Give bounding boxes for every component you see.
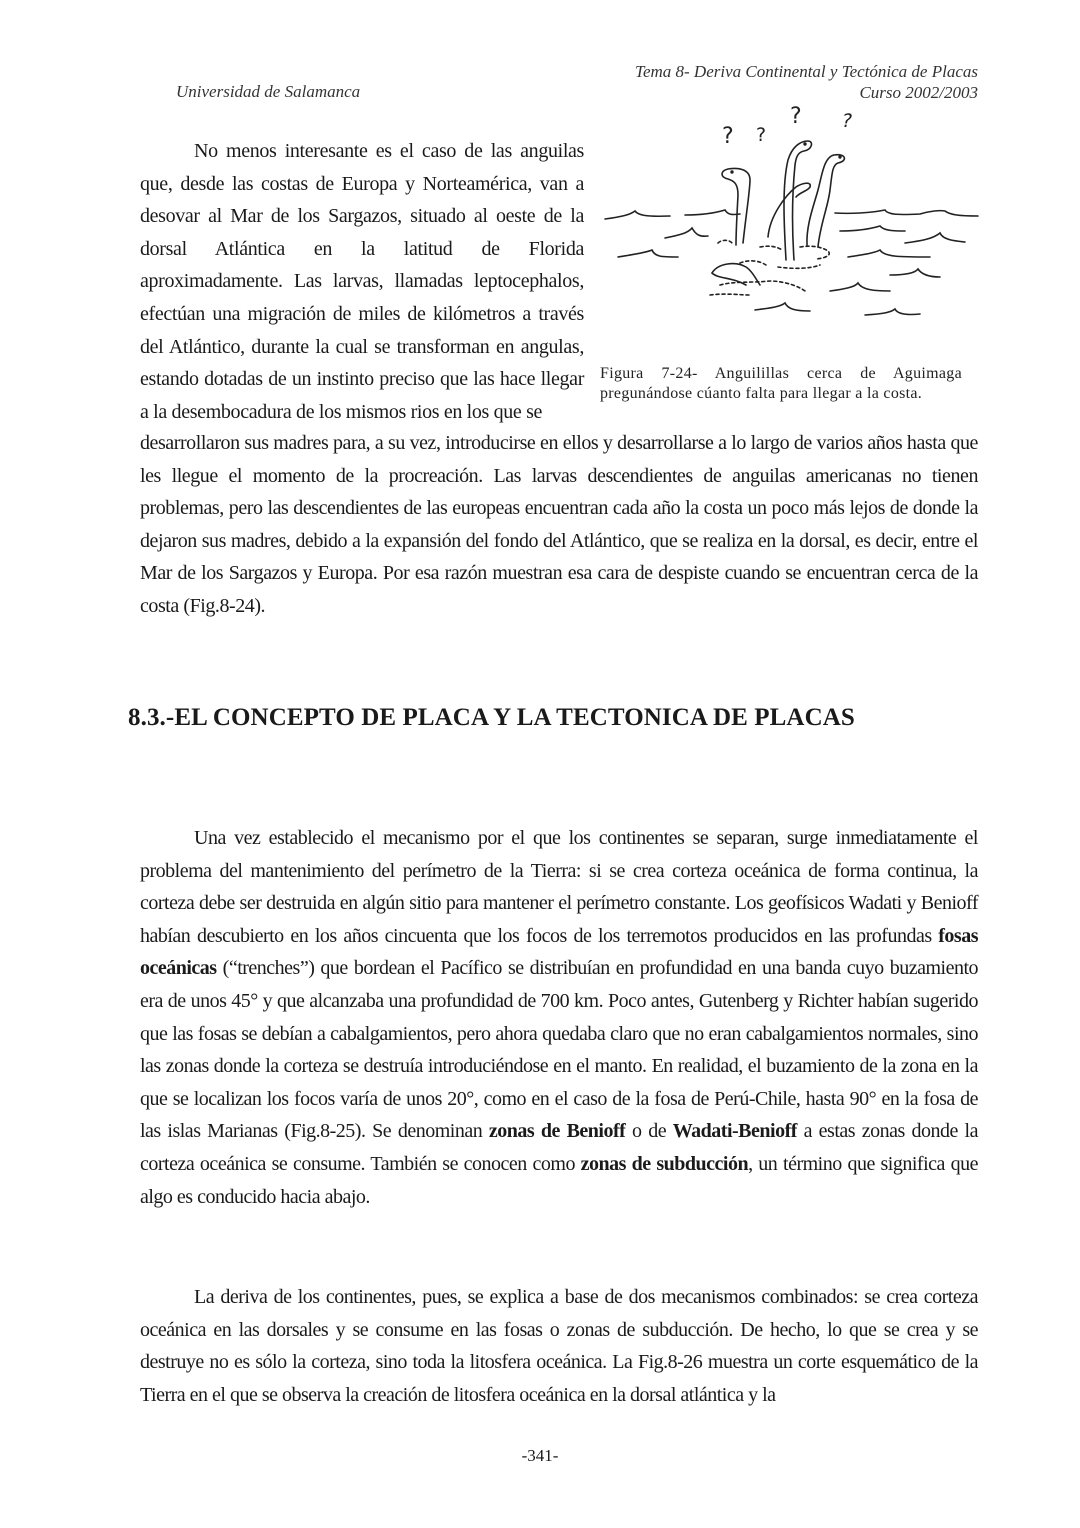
- text-run: , un término que significa que algo es conducido hacia abajo.: [140, 1152, 978, 1208]
- text-run: a estas zonas donde la corteza oceánica se consume. También se conocen como: [140, 1120, 978, 1175]
- header-year: Curso 2002/2003: [859, 83, 978, 102]
- page-number: -341-: [521, 1446, 559, 1465]
- body-paragraph-1: [140, 822, 978, 1213]
- figure-caption: [600, 364, 962, 404]
- header-institution: Universidad de Salamanca: [176, 82, 361, 101]
- term-zonas-de-benioff: zonas de Benioff: [488, 1120, 626, 1143]
- text-run: o de: [625, 1120, 673, 1143]
- text-run: Una vez establecido el mecanismo por el que los continentes se separan, surge inmediatamente el problema del mantenimiento del perímetro de la Tierra: si se crea corteza oceánica de forma continua, la corteza debe ser destruida en algún sitio para mantener el perímetro constante. Los geofísicos Wadati y Benioff habían descubierto en los años cincuenta que los focos de los terremotos producidos en las profundas: [140, 827, 978, 947]
- eels-illustration: [600, 95, 990, 345]
- intro-paragraph: [140, 135, 584, 428]
- svg-text:?: ?: [756, 124, 767, 146]
- intro-continued-paragraph: desarrollaron sus madres para, a su vez, introducirse en ellos y desarrollarse a lo largo de varios años hasta que les llegue el momento de la procreación. Las larvas descendientes de anguilas americanas no tienen problemas, pero las descendientes de las europeas encuentran cada año la costa un poco más lejos de donde la dejaron sus madres, debido a la expansión del fondo del Atlántico, que se realiza en la dorsal, es decir, entre el Mar de los Sargazos y Europa. Por esa razón muestran esa cara de despiste cuando se encuentran cerca de la costa (Fig.8-24).: [140, 432, 978, 617]
- intro-column-text: No menos interesante es el caso de las anguilas que, desde las costas de Europa y Norteamérica, van a desovar al Mar de los Sargazos, situado al oeste de la dorsal Atlántica en la latitud de Florida aproximadamente. Las larvas, llamadas leptocephalos, efectúan una migración de miles de kilómetros a través del Atlántico, durante la cual se transforman en angulas, estando dotadas de un instinto preciso que las hace llegar a la desembocadura de los mismos rios en los que se: [140, 140, 584, 423]
- caption-line-1: Figura 7-24- Anguilillas cerca de Aguimaga: [600, 365, 962, 382]
- term-fosas-oceanicas: fosas oceánicas: [140, 924, 978, 980]
- section-heading: 8.3.-EL CONCEPTO DE PLACA Y LA TECTONICA DE PLACAS: [128, 704, 855, 731]
- caption-line-2: pregunándose cúanto falta para llegar a la costa.: [600, 385, 923, 402]
- svg-text:?: ?: [790, 104, 802, 129]
- body-paragraph-2: [140, 1281, 978, 1411]
- term-wadati-benioff: Wadati-Benioff: [672, 1120, 797, 1143]
- svg-text:?: ?: [842, 110, 853, 132]
- text-run: La deriva de los continentes, pues, se explica a base de dos mecanismos combinados: se crea corteza oceánica en las dorsales y se consume en las fosas o zonas de subducción. De hecho, lo que se crea y se destruye no es sólo la corteza, sino toda la litosfera oceánica. La Fig.8-26 muestra un corte esquemático de la Tierra en el que se observa la creación de litosfera oceánica en la dorsal atlántica y la: [140, 1286, 978, 1406]
- term-zonas-de-subduccion: zonas de subducción: [580, 1152, 749, 1175]
- header-topic: Tema 8- Deriva Continental y Tectónica de Placas: [635, 62, 978, 81]
- svg-text:?: ?: [722, 124, 734, 149]
- eels-cartoon-icon: [600, 95, 990, 345]
- text-run: (“trenches”) que bordean el Pacífico se distribuían en profundidad en una banda cuyo buzamiento era de unos 45° y que alcanzaba una profundidad de 700 km. Poco antes, Gutenberg y Richter habían sugerido que las fosas se debían a cabalgamientos, pero ahora quedaba claro que no eran cabalgamientos normales, sino las zonas donde la corteza se destruía introduciéndose en el manto. En realidad, el buzamiento de la zona en la que se localizan los focos varía de unos 20°, como en el caso de la fosa de Perú-Chile, hasta 90° en la fosa de las islas Marianas (Fig.8-25). Se denominan: [140, 957, 978, 1143]
